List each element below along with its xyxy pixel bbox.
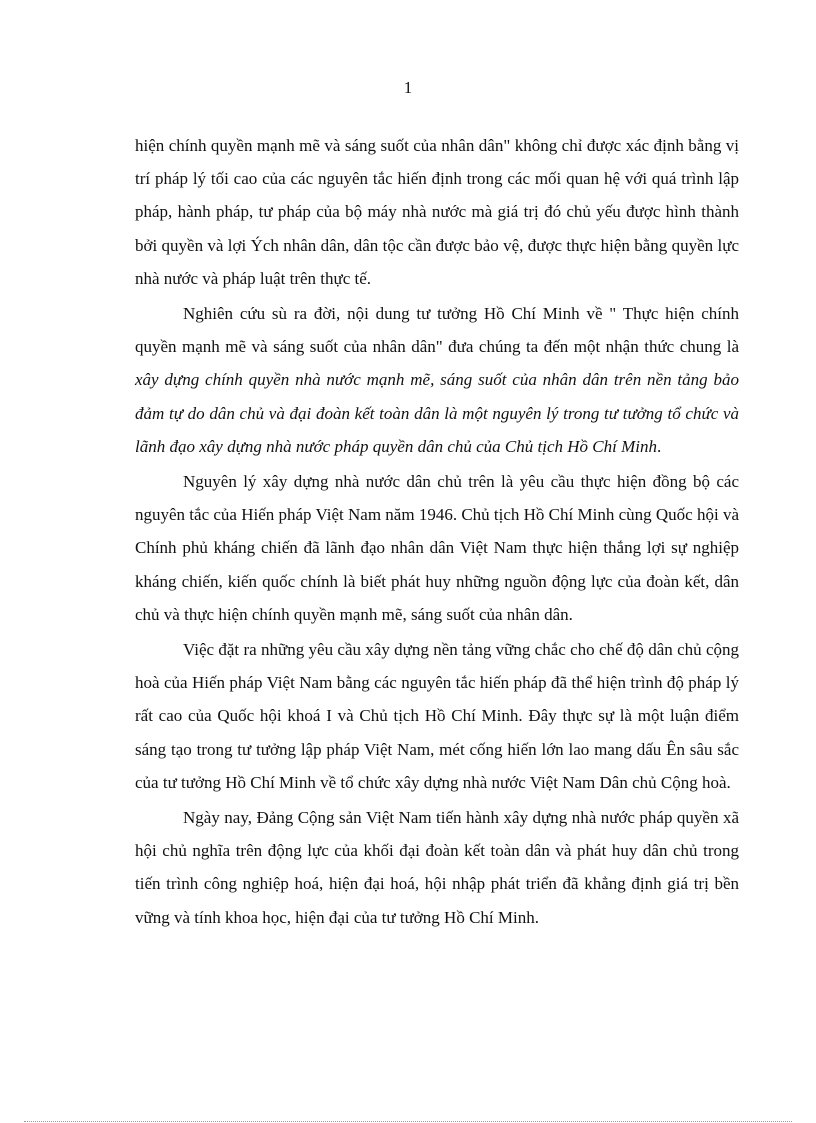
paragraph-2-end: .	[656, 436, 662, 456]
page-number: 1	[403, 78, 413, 97]
paragraph-2-emphasis: xây dựng chính quyền nhà nước mạnh mẽ, sáng suốt của nhân dân trên nền tảng bảo đảm tự do dân chủ và đại đoàn kết toàn dân là một nguyên lý trong tư tưởng tổ chức và lãnh đạo xây dựng nhà nước pháp quyền dân chủ của Chủ tịch Hồ Chí Minh	[135, 370, 739, 456]
paragraph-2-text: Nghiên cứu sù ra đời, nội dung tư tưởng Hồ Chí Minh về " Thực hiện chính quyền mạnh mẽ và sáng suốt của nhân dân" đưa chúng ta đến một nhận thức chung là	[135, 304, 739, 357]
paragraph-3: Nguyên lý xây dựng nhà nước dân chủ trên là yêu cầu thực hiện đồng bộ các nguyên tắc của Hiến pháp Việt Nam năm 1946. Chủ tịch Hồ Chí Minh cùng Quốc hội và Chính phủ kháng chiến đã lãnh đạo nhân dân Việt Nam thực hiện thắng lợi sự nghiệp kháng chiến, kiến quốc chính là biết phát huy những nguồn động lực của đoàn kết, dân chủ và thực hiện chính quyền mạnh mẽ, sáng suốt của nhân dân.	[135, 472, 739, 624]
paragraph-4: Việc đặt ra những yêu cầu xây dựng nền tảng vững chắc cho chế độ dân chủ cộng hoà của Hiến pháp Việt Nam bằng các nguyên tắc hiến pháp đã thể hiện trình độ pháp lý rất cao của Quốc hội khoá I và Chủ tịch Hồ Chí Minh. Đây thực sự là một luận điểm sáng tạo trong tư tưởng lập pháp Việt Nam, mét cống hiến lớn lao mang dấu Ên sâu sắc của tư tưởng Hồ Chí Minh về tổ chức xây dựng nhà nước Việt Nam Dân chủ Cộng hoà.	[135, 640, 739, 792]
paragraph-5: Ngày nay, Đảng Cộng sản Việt Nam tiến hành xây dựng nhà nước pháp quyền xã hội chủ nghĩa trên động lực của khối đại đoàn kết toàn dân và phát huy dân chủ trong tiến trình công nghiệp hoá, hiện đại hoá, hội nhập phát triển đã khẳng định giá trị bền vững và tính khoa học, hiện đại của tư tưởng Hồ Chí Minh.	[135, 808, 739, 927]
document-body	[135, 129, 739, 934]
paragraph-2	[135, 297, 739, 463]
page-bottom-divider	[24, 1121, 792, 1122]
paragraph-1: hiện chính quyền mạnh mẽ và sáng suốt của nhân dân" không chỉ được xác định bằng vị trí pháp lý tối cao của các nguyên tắc hiến định trong các mối quan hệ với quá trình lập pháp, hành pháp, tư pháp của bộ máy nhà nước mà giá trị đó chủ yếu được hình thành bởi quyền và lợi Ých nhân dân, dân tộc cần được bảo vệ, được thực hiện bằng quyền lực nhà nước và pháp luật trên thực tế.	[135, 136, 739, 288]
